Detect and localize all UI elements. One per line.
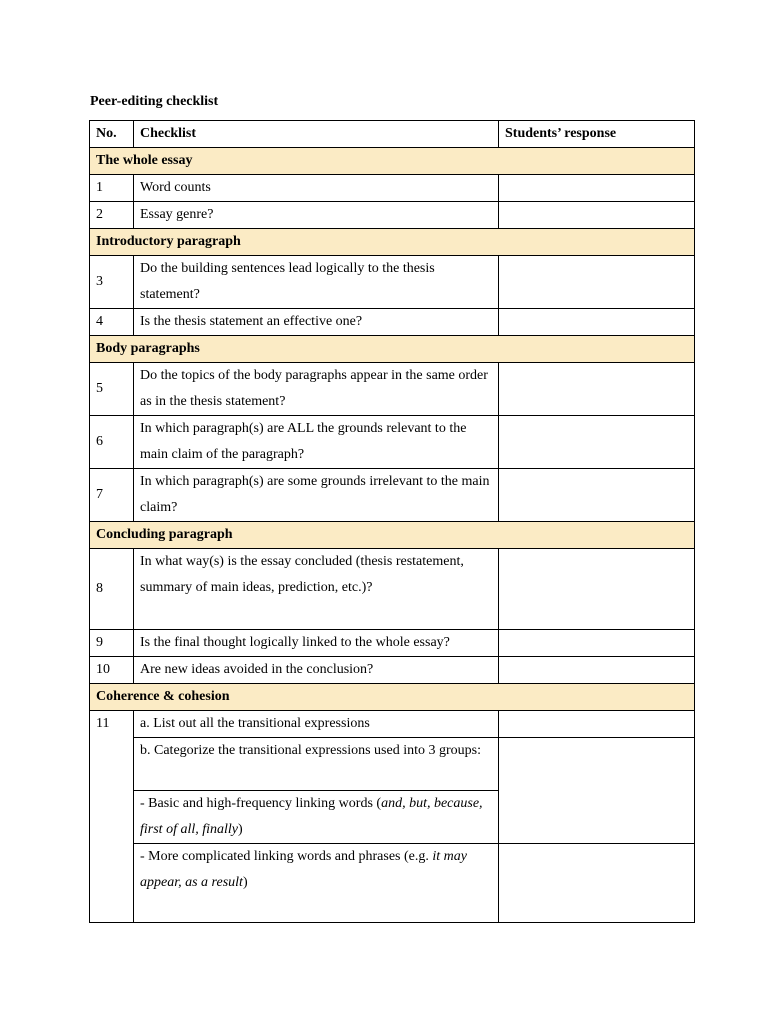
complex-linking-suffix: ) xyxy=(242,875,248,890)
table-row xyxy=(90,711,695,738)
table-row xyxy=(90,738,695,791)
checklist-item: Do the topics of the body paragraphs appear in the same order as in the thesis statement? xyxy=(134,363,499,416)
checklist-item xyxy=(134,844,499,923)
section-coherence-cohesion: Coherence & cohesion xyxy=(90,684,695,711)
row-number: 10 xyxy=(90,657,134,684)
table-row xyxy=(90,202,695,229)
row-number: 9 xyxy=(90,630,134,657)
response-cell[interactable] xyxy=(499,202,695,229)
section-whole-essay: The whole essay xyxy=(90,148,695,175)
complex-linking-examples: it may appear, as a result xyxy=(140,849,467,890)
basic-linking-prefix: - Basic and high-frequency linking words ( xyxy=(140,796,382,811)
table-row xyxy=(90,549,695,630)
response-cell[interactable] xyxy=(499,549,695,630)
response-cell[interactable] xyxy=(499,630,695,657)
table-row xyxy=(90,363,695,416)
section-row xyxy=(90,229,695,256)
response-cell[interactable] xyxy=(499,175,695,202)
row-number: 3 xyxy=(90,256,134,309)
table-row xyxy=(90,309,695,336)
response-cell[interactable] xyxy=(499,363,695,416)
row-number: 4 xyxy=(90,309,134,336)
response-cell[interactable] xyxy=(499,738,695,844)
response-cell[interactable] xyxy=(499,469,695,522)
checklist-item: Are new ideas avoided in the conclusion? xyxy=(134,657,499,684)
section-row xyxy=(90,684,695,711)
checklist-item: Is the thesis statement an effective one? xyxy=(134,309,499,336)
checklist-table xyxy=(89,120,695,923)
row-number: 2 xyxy=(90,202,134,229)
table-row xyxy=(90,469,695,522)
checklist-item: Do the building sentences lead logically to the thesis statement? xyxy=(134,256,499,309)
section-introductory: Introductory paragraph xyxy=(90,229,695,256)
row-number: 8 xyxy=(90,549,134,630)
checklist-item xyxy=(134,791,499,844)
section-row xyxy=(90,148,695,175)
complex-linking-prefix: - More complicated linking words and phrases (e.g. xyxy=(140,849,433,864)
basic-linking-suffix: ) xyxy=(238,822,243,837)
section-row xyxy=(90,336,695,363)
response-cell[interactable] xyxy=(499,657,695,684)
checklist-item: In which paragraph(s) are some grounds irrelevant to the main claim? xyxy=(134,469,499,522)
header-response: Students’ response xyxy=(499,121,695,148)
section-concluding: Concluding paragraph xyxy=(90,522,695,549)
table-row xyxy=(90,416,695,469)
response-cell[interactable] xyxy=(499,256,695,309)
row-number: 6 xyxy=(90,416,134,469)
checklist-item: Word counts xyxy=(134,175,499,202)
row-number: 11 xyxy=(90,711,134,923)
response-cell[interactable] xyxy=(499,844,695,923)
checklist-item: Is the final thought logically linked to the whole essay? xyxy=(134,630,499,657)
table-row xyxy=(90,630,695,657)
response-cell[interactable] xyxy=(499,416,695,469)
checklist-item: In which paragraph(s) are ALL the grounds relevant to the main claim of the paragraph? xyxy=(134,416,499,469)
row-number: 5 xyxy=(90,363,134,416)
table-row xyxy=(90,844,695,923)
checklist-item: a. List out all the transitional expressions xyxy=(134,711,499,738)
response-cell[interactable] xyxy=(499,309,695,336)
header-checklist: Checklist xyxy=(134,121,499,148)
checklist-item: b. Categorize the transitional expressions used into 3 groups: xyxy=(134,738,499,791)
document-title: Peer-editing checklist xyxy=(90,94,219,109)
table-row xyxy=(90,256,695,309)
checklist-item: Essay genre? xyxy=(134,202,499,229)
checklist-item: In what way(s) is the essay concluded (thesis restatement, summary of main ideas, prediction, etc.)? xyxy=(134,549,499,630)
basic-linking-examples: and, but, because, first of all, finally xyxy=(140,796,483,837)
row-number: 7 xyxy=(90,469,134,522)
section-row xyxy=(90,522,695,549)
section-body-paragraphs: Body paragraphs xyxy=(90,336,695,363)
row-number: 1 xyxy=(90,175,134,202)
header-no: No. xyxy=(90,121,134,148)
header-row xyxy=(90,121,695,148)
table-row xyxy=(90,175,695,202)
table-row xyxy=(90,657,695,684)
response-cell[interactable] xyxy=(499,711,695,738)
